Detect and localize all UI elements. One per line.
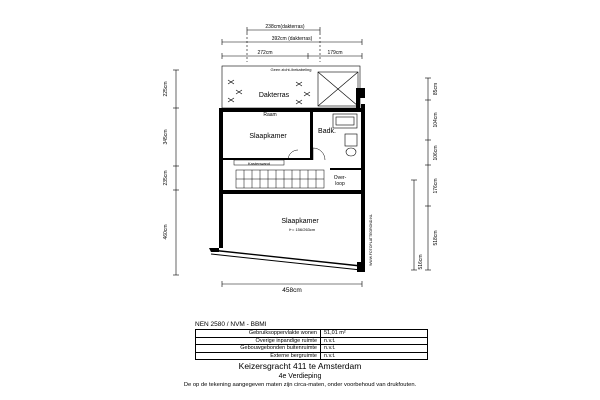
dim-right-176cm: 176cm	[433, 178, 439, 194]
dim-right-518cm: 518cm	[433, 230, 439, 246]
raam-label: Raam	[263, 112, 277, 118]
top-dimension-lines	[222, 27, 362, 62]
dim-272cm: 272cm	[257, 50, 273, 56]
dim-left-235cm: 235cm	[163, 170, 169, 186]
front-facade	[209, 248, 365, 272]
dim-left-345cm: 345cm	[163, 129, 169, 145]
overloop-label-line1: Over-	[333, 175, 347, 181]
room-badkamer: Badk.	[318, 128, 336, 135]
area-value: n.v.t.	[321, 337, 428, 345]
table-row	[196, 337, 428, 345]
bathtub	[333, 114, 357, 128]
geen-zicht-label: Geen zicht-/bekabeling	[270, 67, 312, 72]
room-slaapkamer-1: Slaapkamer	[249, 133, 287, 140]
dim-right-106cm: 106cm	[433, 145, 439, 161]
dim-right-104cm: 104cm	[433, 112, 439, 128]
area-label: Overige inpandige ruimte	[196, 337, 321, 345]
dim-179cm: 179cm	[327, 50, 343, 56]
dim-392cm-dakterras: 392cm (dakterras)	[271, 36, 313, 42]
overloop-label-line2: loop	[335, 181, 345, 187]
area-value: n.v.t.	[321, 352, 428, 360]
room-dakterras: Dakterras	[258, 92, 290, 99]
area-label: Externe bergruimte	[196, 352, 321, 360]
dim-right-516cm: 516cm	[418, 254, 424, 270]
side-watermark-note: WWW.FOTOPLATTEGROND.NL	[369, 214, 373, 266]
dim-left-225cm: 225cm	[163, 81, 169, 97]
table-row	[196, 352, 428, 360]
disclaimer-text: De op de tekening aangegeven maten zijn circa-maten, onder voorbehoud van drukfouten.	[183, 382, 417, 388]
table-row	[196, 330, 428, 338]
staircase	[236, 170, 324, 188]
area-label: Gebruiksoppervlakte wonen	[196, 330, 321, 338]
left-dimension-line	[173, 70, 179, 275]
roof-terrace-area	[222, 66, 360, 108]
closet-wall-label: Kastenwand	[247, 161, 271, 166]
dim-left-460cm: 460cm	[163, 224, 169, 240]
address-title: Keizersgracht 411 te Amsterdam	[238, 361, 362, 371]
area-value: 51,01 m²	[321, 330, 428, 338]
dim-458cm: 458cm	[282, 287, 302, 294]
toilet	[345, 134, 357, 146]
slaapkamer-2-dimensions: l+= 156/263cm	[288, 227, 316, 232]
area-table	[195, 329, 428, 360]
dim-238cm-dakterras: 238cm(dakterras)	[265, 24, 305, 30]
area-table-title: NEN 2580 / NVM - BBMI	[195, 321, 267, 328]
dim-right-85cm: 85cm	[433, 82, 439, 96]
area-label: Gebouwgebonden buitenruimte	[196, 345, 321, 353]
room-slaapkamer-2: Slaapkamer	[281, 218, 319, 225]
area-value: n.v.t.	[321, 345, 428, 353]
table-row	[196, 345, 428, 353]
bathroom-fixtures	[333, 114, 357, 156]
washbasin	[346, 148, 356, 156]
floor-label: 4e Verdieping	[278, 373, 322, 380]
right-dimension-lines	[411, 78, 431, 270]
